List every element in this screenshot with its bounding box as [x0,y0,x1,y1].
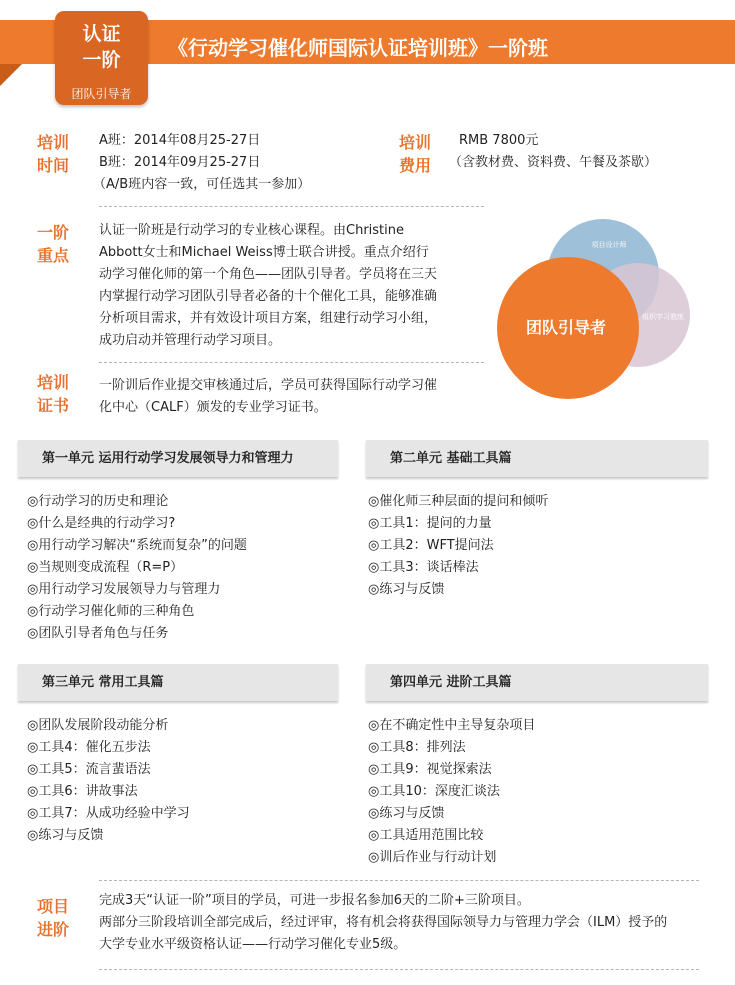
focus-line: 内掌握行动学习团队引导者必备的十个催化工具，能够准确 [99,289,438,304]
fee-label [399,131,431,177]
unit-1-list [27,491,247,645]
list-item: ◎团队引导者角色与任务 [27,626,169,641]
advance-paragraph [99,890,719,956]
advance-line: 完成3天“认证一阶”项目的学员，可进一步报名参加6天的二阶+三阶项目。 [99,893,530,908]
focus-label-2: 重点 [37,246,70,265]
banner-fold [0,64,22,86]
unit-2-header: 第二单元 基础工具篇 [366,440,708,477]
list-item: ◎工具5：流言蜚语法 [27,762,151,777]
focus-line: Abbott女士和Michael Weiss博士联合讲授。重点介绍行 [99,245,429,260]
time-label-1: 培训 [37,133,70,152]
fee-note: （含教材费、资料费、午餐及茶歇） [449,155,658,170]
list-item: ◎工具9：视觉探索法 [368,762,492,777]
cert-line: 化中心（CALF）颁发的专业学习证书。 [99,400,327,415]
cert-paragraph [99,375,479,419]
cert-label-2: 证书 [37,396,70,415]
cert-label-1: 培训 [37,373,70,392]
time-class-b: B班：2014年09月25-27日 [99,155,261,170]
list-item: ◎工具2：WFT提问法 [368,538,494,553]
badge-line-1: 认证 [82,23,121,45]
list-item: ◎行动学习的历史和理论 [27,494,169,509]
fee-label-2: 费用 [399,156,432,175]
page-title: 《行动学习催化师国际认证培训班》一阶班 [168,36,548,60]
list-item: ◎工具4：催化五步法 [27,740,151,755]
unit-4-header: 第四单元 进阶工具篇 [366,664,708,701]
badge-line-2: 一阶 [82,49,121,71]
unit-3-list [27,715,190,847]
list-item: ◎练习与反馈 [368,806,445,821]
list-item: ◎工具6：讲故事法 [27,784,138,799]
unit-3-header: 第三单元 常用工具篇 [18,664,338,701]
fee-amount: RMB 7800元 [459,133,539,148]
venn-label-right: 组织学习教练 [642,313,684,321]
time-note: （A/B班内容一致，可任选其一参加） [93,177,311,192]
time-label [37,131,69,177]
focus-label [37,221,69,267]
list-item: ◎催化师三种层面的提问和倾听 [368,494,549,509]
list-item: ◎工具适用范围比较 [368,828,484,843]
role-venn-diagram [493,205,703,405]
list-item: ◎用行动学习解决“系统而复杂”的问题 [27,538,247,553]
divider [99,880,699,881]
focus-line: 分析项目需求，并有效设计项目方案，组建行动学习小组， [99,311,438,326]
fee-label-1: 培训 [399,133,432,152]
unit-1-header: 第一单元 运用行动学习发展领导力和管理力 [18,440,338,477]
unit-2-list [368,491,548,601]
list-item: ◎工具7：从成功经验中学习 [27,806,190,821]
level-badge [55,11,148,105]
list-item: ◎训后作业与行动计划 [368,850,497,865]
list-item: ◎当规则变成流程（R=P） [27,560,184,575]
list-item: ◎用行动学习发展领导力与管理力 [27,582,221,597]
time-label-2: 时间 [37,156,70,175]
advance-label-2: 进阶 [37,920,70,939]
advance-line: 大学专业水平级资格认证——行动学习催化专业5级。 [99,937,407,952]
divider [99,206,484,207]
badge-subtitle: 团队引导者 [71,87,132,101]
list-item: ◎练习与反馈 [368,582,445,597]
list-item: ◎工具1：提问的力量 [368,516,492,531]
venn-label-top: 项目设计师 [591,241,627,249]
venn-label-main: 团队引导者 [525,318,607,337]
advance-line: 两部分三阶段培训全部完成后，经过评审，将有机会将获得国际领导力与管理力学会（ILM）授予的 [99,915,668,930]
list-item: ◎行动学习催化师的三种角色 [27,604,195,619]
list-item: ◎在不确定性中主导复杂项目 [368,718,536,733]
advance-label [37,895,69,941]
list-item: ◎团队发展阶段动能分析 [27,718,169,733]
focus-line: 认证一阶班是行动学习的专业核心课程。由Christine [99,223,404,238]
list-item: ◎工具3：谈话棒法 [368,560,479,575]
cert-line: 一阶训后作业提交审核通过后，学员可获得国际行动学习催 [99,378,438,393]
focus-paragraph [99,220,479,352]
unit-4-list [368,715,535,869]
list-item: ◎练习与反馈 [27,828,104,843]
focus-line: 动学习催化师的第一个角色——团队引导者。学员将在三天 [99,267,438,282]
list-item: ◎什么是经典的行动学习? [27,516,176,531]
time-class-a: A班：2014年08月25-27日 [99,133,261,148]
focus-line: 成功启动并管理行动学习项目。 [99,333,282,348]
advance-label-1: 项目 [37,897,70,916]
list-item: ◎工具8：排列法 [368,740,466,755]
focus-label-1: 一阶 [37,223,70,242]
divider [99,969,699,970]
cert-label [37,371,69,417]
list-item: ◎工具10：深度汇谈法 [368,784,500,799]
divider [99,362,484,363]
